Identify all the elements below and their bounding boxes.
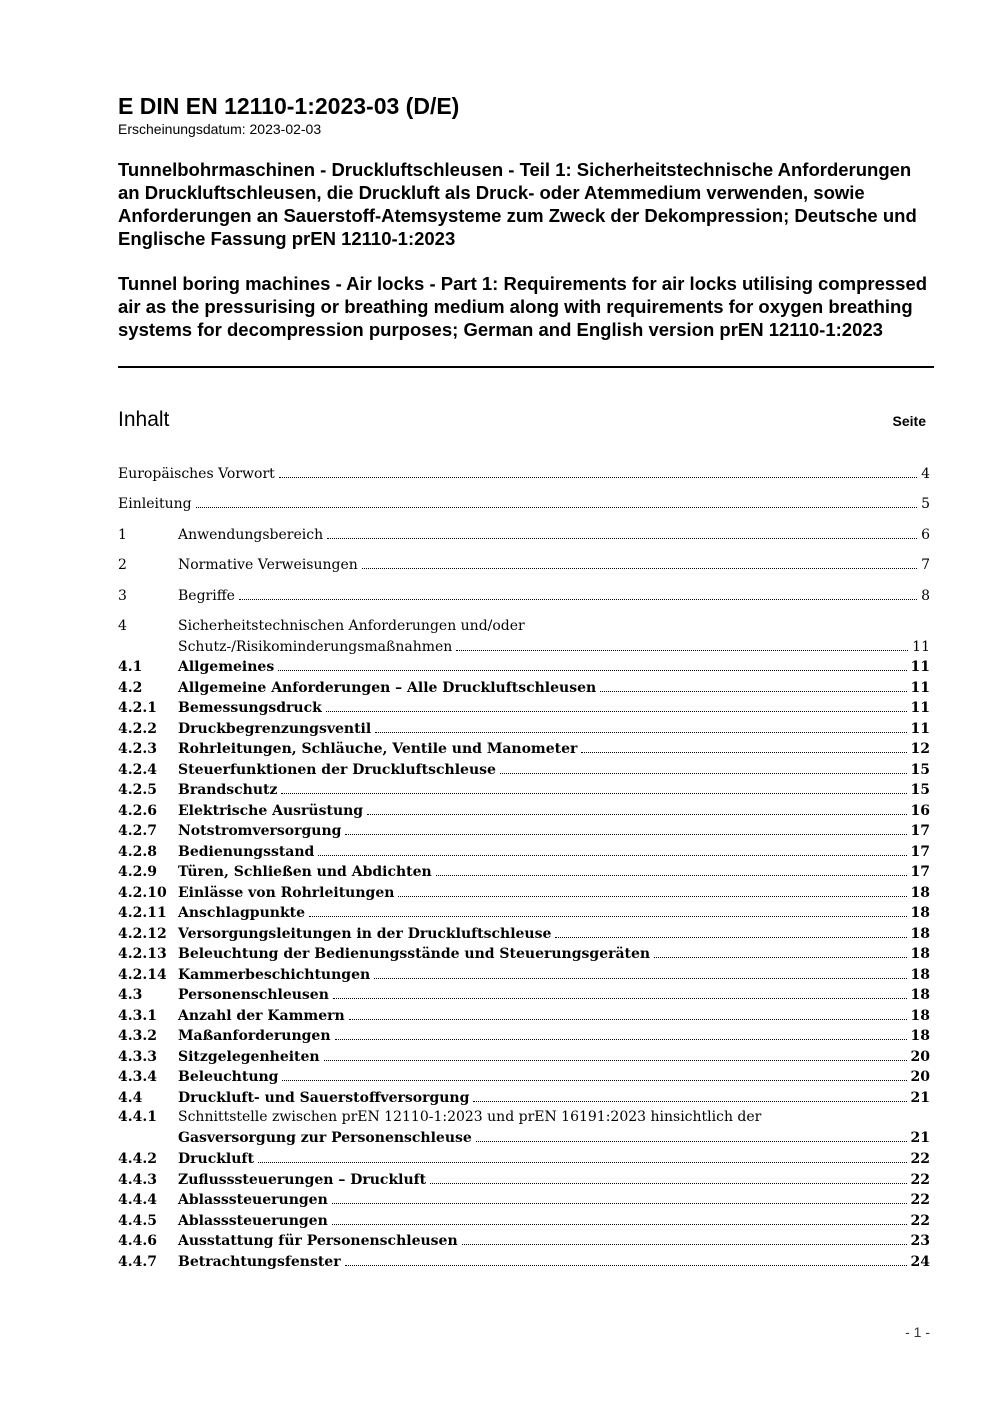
toc-entry-label: Einleitung [118,496,192,512]
toc-entry-page: 11 [912,639,930,655]
toc-dot-leader [456,637,908,651]
toc-entry-label: Druckbegrenzungsventil [178,721,372,737]
toc-entry-label: Maßanforderungen [178,1028,331,1044]
toc-entry-number: 4.2.3 [118,741,157,757]
toc-entry-label: Gasversorgung zur Personenschleuse [178,1130,472,1146]
toc-entry-label: Sitzgelegenheiten [178,1049,320,1065]
toc-dot-leader [654,944,906,958]
toc-entry-page: 18 [910,987,930,1003]
toc-dot-leader [374,965,906,979]
toc-entry-label: Versorgungsleitungen in der Druckluftschleuse [178,926,552,942]
toc-entry-number: 4.3.4 [118,1069,157,1085]
toc-entry-number: 4.2.6 [118,803,157,819]
toc-entry-page: 18 [910,885,930,901]
toc-entry[interactable] [118,944,930,964]
toc-entry-page: 18 [910,905,930,921]
toc-entry-number: 4.4.6 [118,1233,157,1249]
toc-entry[interactable] [118,1149,930,1169]
toc-entry[interactable] [118,801,930,821]
toc-entry[interactable] [118,883,930,903]
toc-entry-label: Allgemeines [178,659,275,675]
toc-entry-page: 22 [910,1192,930,1208]
toc-entry[interactable] [118,464,930,484]
toc-header [118,407,926,433]
toc-entry-number: 4.3.2 [118,1028,157,1044]
toc-entry-page: 18 [910,926,930,942]
toc-entry-page: 11 [910,721,930,737]
toc-entry-page: 20 [910,1069,930,1085]
toc-dot-leader [309,903,906,917]
toc-entry-page: 18 [910,1028,930,1044]
toc-dot-leader [324,1047,907,1061]
toc-entry[interactable] [118,842,930,862]
toc-dot-leader [367,801,906,815]
toc-entry-page: 15 [910,762,930,778]
toc-entry-number: 4.2.5 [118,782,157,798]
toc-entry-page: 5 [921,496,930,512]
toc-entry-label: Brandschutz [178,782,278,798]
toc-entry-page: 20 [910,1049,930,1065]
toc-title: Inhalt [118,408,170,431]
toc-entry-number: 4.4.1 [118,1109,157,1125]
toc-entry-number: 4.4.5 [118,1213,157,1229]
toc-entry[interactable] [118,1170,930,1190]
toc-entry-label: Steuerfunktionen der Druckluftschleuse [178,762,496,778]
toc-dot-leader [345,1252,907,1266]
toc-entry-label: Bemessungsdruck [178,700,322,716]
toc-entry-number: 3 [118,588,127,604]
toc-entry-number: 1 [118,527,127,543]
toc-entry-number: 4.2.10 [118,885,167,901]
toc-entry[interactable] [118,1047,930,1067]
toc-entry-label: Europäisches Vorwort [118,466,275,482]
toc-entry-number: 4.2 [118,680,143,696]
toc-entry-number: 4.3.3 [118,1049,157,1065]
toc-dot-leader [436,862,907,876]
toc-entry-page: 21 [910,1090,930,1106]
toc-entry-number: 4.4.3 [118,1172,157,1188]
toc-dot-leader [281,780,906,794]
toc-dot-leader [600,678,906,692]
toc-entry-number: 2 [118,557,127,573]
toc-entry-number: 4.2.14 [118,967,167,983]
toc-entry-number: 4.2.4 [118,762,157,778]
toc-dot-leader [349,1006,907,1020]
title-english: Tunnel boring machines - Air locks - Part 1: Requirements for air locks utilising compressed air as the pressurising or breathing medium along with requirements for oxygen breathing systems for decompression purposes; German and English version prEN 12110-1:2023 [118,273,928,340]
document-header [118,92,934,341]
toc-entry[interactable] [118,1067,930,1087]
toc-entry-label: Notstromversorgung [178,823,342,839]
toc-dot-leader [258,1149,907,1163]
toc-entry-number: 4.2.8 [118,844,157,860]
toc-entry[interactable] [118,1109,930,1148]
document-id: E DIN EN 12110-1:2023-03 (D/E) [118,93,460,119]
toc-entry-page: 21 [910,1130,930,1146]
toc-dot-leader [279,464,917,478]
toc-entry-label: Elektrische Ausrüstung [178,803,364,819]
toc-entry-page: 17 [910,823,930,839]
toc-entry-label: Türen, Schließen und Abdichten [178,864,432,880]
toc-entry[interactable] [118,1231,930,1251]
toc-entry-number: 4.3.1 [118,1008,157,1024]
toc-dot-leader [555,924,906,938]
toc-dot-leader [362,555,917,569]
toc-dot-leader [375,719,906,733]
toc-entry[interactable] [118,1006,930,1026]
toc-entry[interactable] [118,1088,930,1108]
toc-entry[interactable] [118,1026,930,1046]
toc-entry-label: Betrachtungsfenster [178,1254,341,1270]
toc-page-label: Seite [892,413,926,429]
toc-entry[interactable] [118,698,930,718]
page-number: - 1 - [905,1324,930,1340]
toc-entry[interactable] [118,678,930,698]
toc-entry-number: 4.4.4 [118,1192,157,1208]
toc-entry-label: Personenschleusen [178,987,329,1003]
header-divider [118,366,934,368]
toc-entry[interactable] [118,924,930,944]
toc-entry-page: 11 [910,680,930,696]
toc-entry-number: 4.2.7 [118,823,157,839]
toc-entry-label: Anwendungsbereich [178,527,324,543]
toc-dot-leader [326,698,907,712]
toc-entry-label: Normative Verweisungen [178,557,358,573]
toc-dot-leader [476,1128,907,1142]
toc-entry-label: Kammerbeschichtungen [178,967,371,983]
toc-entry-page: 16 [910,803,930,819]
toc-dot-leader [239,586,917,600]
toc-entry-number: 4.2.1 [118,700,157,716]
toc-entry-label: Anschlagpunkte [178,905,306,921]
toc-entry-page: 18 [910,1008,930,1024]
toc-entry-number: 4.4 [118,1090,143,1106]
toc-entry-label: Ausstattung für Personenschleusen [178,1233,458,1249]
toc-entry-page: 7 [921,557,930,573]
toc-entry[interactable] [118,618,930,657]
toc-entry-page: 18 [910,946,930,962]
toc-entry-number: 4.2.2 [118,721,157,737]
toc-dot-leader [333,985,907,999]
toc-entry[interactable] [118,657,930,677]
toc-entry-page: 12 [910,741,930,757]
toc-entry-number: 4.2.11 [118,905,167,921]
toc-entry[interactable] [118,903,930,923]
toc-entry-page: 22 [910,1151,930,1167]
toc-entry-page: 18 [910,967,930,983]
toc-entry[interactable] [118,494,930,514]
toc-entry[interactable] [118,586,930,606]
toc-entry[interactable] [118,739,930,759]
toc-entry-page: 15 [910,782,930,798]
toc-entry[interactable] [118,719,930,739]
toc-entry-number: 4 [118,618,127,634]
toc-entry-number: 4.2.9 [118,864,157,880]
toc-entry-page: 4 [921,466,930,482]
toc-entry[interactable] [118,760,930,780]
toc-dot-leader [196,494,918,508]
toc-entry-label: Anzahl der Kammern [178,1008,345,1024]
toc-entry-label: Druckluft [178,1151,254,1167]
toc-entry[interactable] [118,1211,930,1231]
toc-entry-page: 6 [921,527,930,543]
toc-entry-number: 4.2.12 [118,926,167,942]
toc-entry[interactable] [118,985,930,1005]
toc-entry-number: 4.4.2 [118,1151,157,1167]
toc-entry-label: Druckluft- und Sauerstoffversorgung [178,1090,470,1106]
toc-entry-page: 22 [910,1213,930,1229]
toc-entry-label: Begriffe [178,588,235,604]
toc-entry[interactable] [118,821,930,841]
toc-entry-label: Schutz-/Risikominderungsmaßnahmen [178,639,453,655]
publication-date: Erscheinungsdatum: 2023-02-03 [118,121,322,137]
toc-dot-leader [327,525,917,539]
toc-dot-leader [398,883,906,897]
toc-entry[interactable] [118,1252,930,1272]
toc-entry-label-line1: Schnittstelle zwischen prEN 12110-1:2023 und prEN 16191:2023 hinsichtlich der [178,1109,762,1125]
toc-dot-leader [473,1088,906,1102]
toc-entry-label: Einlässe von Rohrleitungen [178,885,395,901]
toc-entry-page: 23 [910,1233,930,1249]
toc-entry-number: 4.4.7 [118,1254,157,1270]
toc-entry-label: Zuflusssteuerungen – Druckluft [178,1172,427,1188]
toc-dot-leader [335,1026,907,1040]
toc-dot-leader [430,1170,906,1184]
toc-entry-number: 4.1 [118,659,143,675]
toc-dot-leader [345,821,906,835]
toc-entry-page: 11 [910,700,930,716]
toc-dot-leader [318,842,906,856]
toc-entry-number: 4.2.13 [118,946,167,962]
toc-dot-leader [462,1231,907,1245]
toc-entry[interactable] [118,525,930,545]
toc-dot-leader [278,657,906,671]
toc-entry[interactable] [118,965,930,985]
toc-entry-number: 4.3 [118,987,143,1003]
toc-dot-leader [581,739,906,753]
toc-dot-leader [500,760,907,774]
toc-dot-leader [332,1190,907,1204]
toc-entry-label: Bedienungsstand [178,844,315,860]
toc-entry-label: Ablasssteuerungen [178,1192,328,1208]
title-german: Tunnelbohrmaschinen - Druckluftschleusen - Teil 1: Sicherheitstechnische Anforderungen an Druckluftschleusen, die Druckluft als Druck- oder Atemmedium verwenden, sowie Anforderungen an Sauerstoff-Atemsysteme zum Zweck der Dekompression; Deutsche und Englische Fassung prEN 12110-1:2023 [118,159,917,249]
toc-entry-page: 11 [910,659,930,675]
toc-entry-page: 17 [910,864,930,880]
toc-entry-page: 8 [921,588,930,604]
toc-entry-label: Ablasssteuerungen [178,1213,328,1229]
toc-entry-label: Beleuchtung der Bedienungsstände und Steuerungsgeräten [178,946,651,962]
toc-entry-page: 24 [910,1254,930,1270]
toc-dot-leader [282,1067,906,1081]
toc-entry[interactable] [118,780,930,800]
toc-entry-label: Rohrleitungen, Schläuche, Ventile und Manometer [178,741,578,757]
toc-entry-label-line1: Sicherheitstechnischen Anforderungen und/oder [178,618,525,634]
toc-entry-page: 17 [910,844,930,860]
toc-entry-page: 22 [910,1172,930,1188]
toc-entry[interactable] [118,555,930,575]
toc-entry[interactable] [118,862,930,882]
toc-entry-label: Allgemeine Anforderungen – Alle Druckluftschleusen [178,680,597,696]
toc-entry-label: Beleuchtung [178,1069,279,1085]
toc-dot-leader [332,1211,907,1225]
toc-entry[interactable] [118,1190,930,1210]
